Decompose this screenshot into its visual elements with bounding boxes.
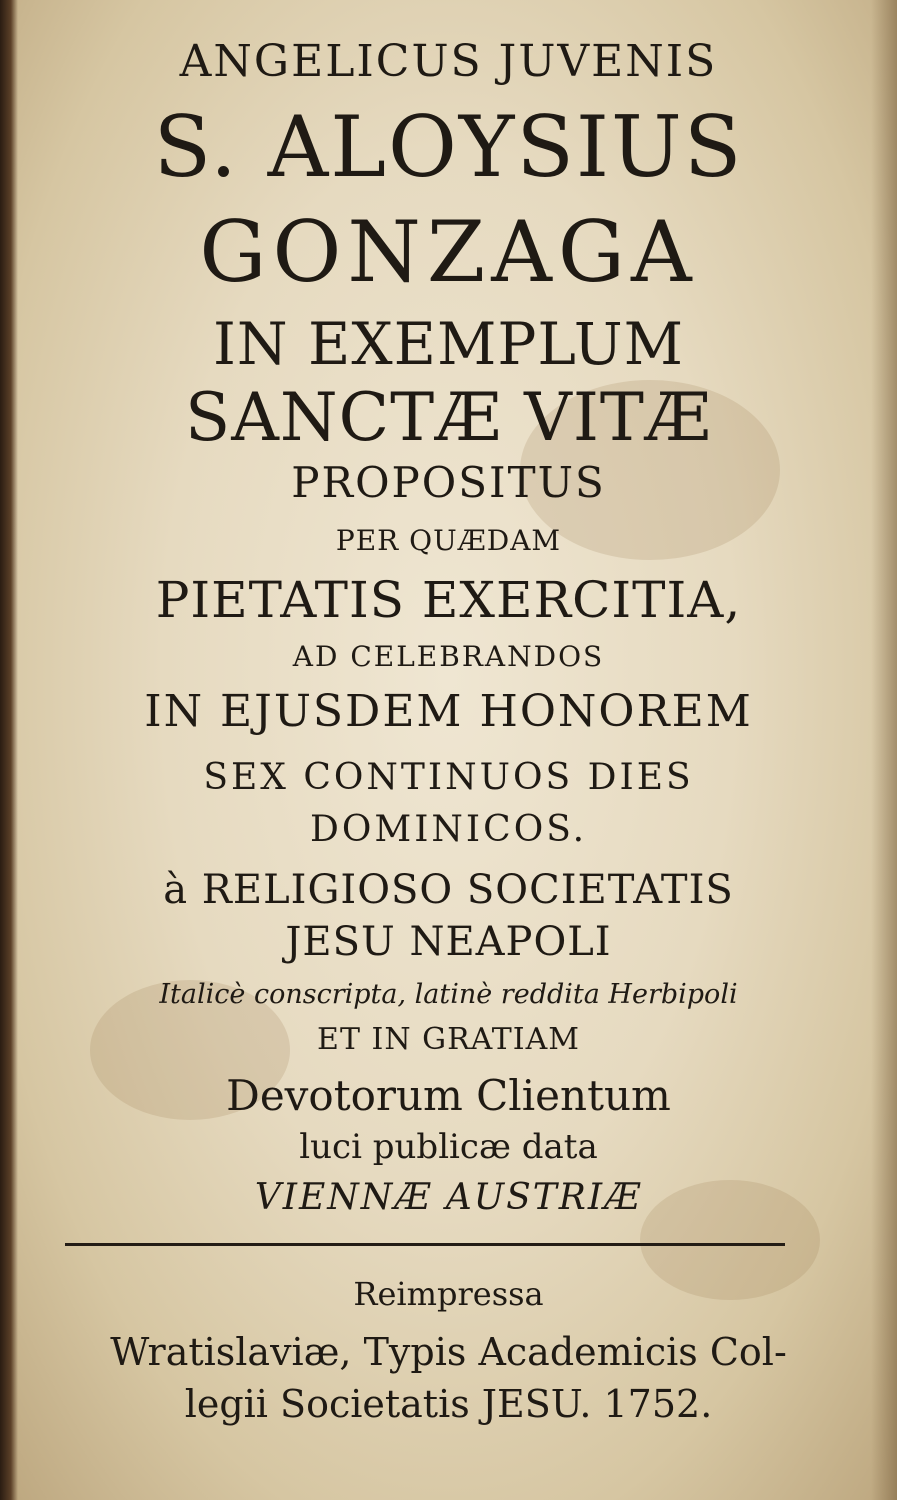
title-line-18: luci publicæ data	[299, 1127, 598, 1167]
title-line-10: IN EJUSDEM HONOREM	[144, 686, 753, 737]
title-line-3: GONZAGA	[199, 203, 698, 301]
title-line-13: à RELIGIOSO SOCIETATIS	[163, 867, 734, 913]
imprint-line-1: Wratislaviæ, Typis Academicis Col-	[110, 1330, 787, 1374]
title-line-12: DOMINICOS.	[309, 809, 588, 850]
title-line-2: S. ALOYSIUS	[153, 98, 744, 196]
title-line-14: JESU NEAPOLI	[285, 919, 612, 965]
imprint-line-2: legii Societatis JESU. 1752.	[184, 1382, 713, 1426]
horizontal-rule	[65, 1243, 785, 1246]
title-line-15: Italicè conscripta, latinè reddita Herbipoli	[159, 979, 738, 1010]
book-spine-edge	[0, 0, 18, 1500]
title-line-17: Devotorum Clientum	[226, 1071, 671, 1120]
title-line-5: SANCTÆ VITÆ	[184, 379, 712, 456]
title-line-4: IN EXEMPLUM	[212, 310, 685, 378]
title-line-9: AD CELEBRANDOS	[292, 640, 605, 673]
title-line-19: VIENNÆ AUSTRIÆ	[254, 1177, 643, 1218]
title-line-8: PIETATIS EXERCITIA,	[155, 571, 742, 629]
title-line-7: PER QUÆDAM	[335, 524, 562, 557]
reprint-note: Reimpressa	[353, 1275, 544, 1313]
page-edge-shadow	[871, 0, 897, 1500]
title-line-6: PROPOSITUS	[291, 458, 606, 507]
title-line-11: SEX CONTINUOS DIES	[203, 757, 694, 798]
title-line-16: ET IN GRATIAM	[317, 1022, 580, 1057]
title-line-1: ANGELICUS JUVENIS	[179, 36, 718, 87]
